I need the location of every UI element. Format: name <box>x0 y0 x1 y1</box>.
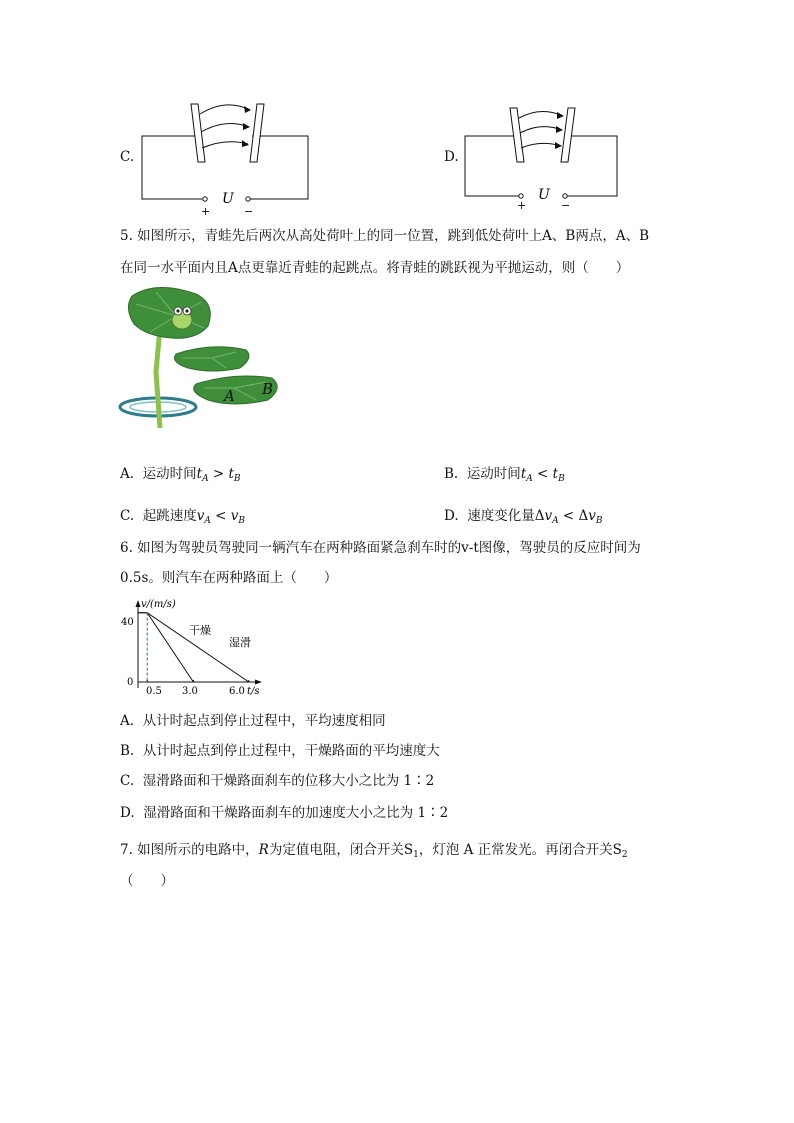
q5-stem-line1: 5. 如图所示，青蛙先后两次从高处荷叶上的同一位置，跳到低处荷叶上A、B两点，A、B <box>120 228 650 244</box>
q4-d-voltage: U <box>538 187 550 203</box>
y-axis-label: v/(m/s) <box>141 599 176 610</box>
series-line-dry <box>138 613 193 682</box>
q5-option-c[interactable]: C. 起跳速度$v_A < v_B$ <box>120 508 246 526</box>
q6-vt-chart <box>116 596 266 696</box>
q4-option-d-figure <box>455 96 655 216</box>
q5-frog-lily-pad-figure <box>116 284 291 434</box>
q6-option-c[interactable]: C. 湿滑路面和干燥路面刹车的位移大小之比为 1∶2 <box>120 773 435 789</box>
q6-option-b[interactable]: B. 从计时起点到停止过程中，干燥路面的平均速度大 <box>120 743 440 759</box>
y-tick-40: 40 <box>121 617 134 628</box>
q6-stem-line1: 6. 如图为驾驶员驾驶同一辆汽车在两种路面紧急刹车时的v-t图像，驾驶员的反应时间为 <box>120 540 641 556</box>
q6-stem-line2: 0.5s。则汽车在两种路面上（ ） <box>120 570 338 586</box>
series-label-dry: 干燥 <box>189 624 211 637</box>
q5-option-a[interactable]: A. 运动时间$t_A > t_B$ <box>120 466 241 484</box>
series-label-wet: 湿滑 <box>229 636 251 649</box>
x-axis-arrow <box>255 680 262 685</box>
x-tick-6.0: 6.0 <box>229 686 245 697</box>
q6-option-d[interactable]: D. 湿滑路面和干燥路面刹车的加速度大小之比为 1∶2 <box>120 805 449 821</box>
q4-c-voltage: U <box>222 191 234 207</box>
q5-label-a: A <box>224 387 235 405</box>
q4-option-c-label[interactable]: C. <box>120 149 135 165</box>
q6-option-a[interactable]: A. 从计时起点到停止过程中，平均速度相同 <box>120 713 386 729</box>
y-tick-0: 0 <box>127 677 134 688</box>
q4-d-plus: + <box>517 199 527 212</box>
q5-label-b: B <box>262 380 274 398</box>
q4-d-minus: − <box>561 199 571 212</box>
q4-c-plus: + <box>201 205 211 218</box>
x-tick-0.5: 0.5 <box>146 686 162 697</box>
q4-option-c-figure <box>130 96 330 216</box>
q4-option-d-label[interactable]: D. <box>444 149 459 165</box>
q5-option-b[interactable]: B. 运动时间$t_A < t_B$ <box>444 466 565 484</box>
q4-c-minus: − <box>244 205 254 218</box>
y-axis-arrow <box>136 600 141 607</box>
x-axis-label: t/s <box>247 686 260 697</box>
q7-stem-line1: 7. 如图所示的电路中，R为定值电阻，闭合开关$S_1$，灯泡 A 正常发光。再闭合开关$S_2$ <box>120 842 628 860</box>
x-tick-3.0: 3.0 <box>182 686 198 697</box>
q5-option-d[interactable]: D. 速度变化量$\Delta v_A < \Delta v_B$ <box>444 508 603 526</box>
q7-stem-line2: （ ） <box>120 873 174 889</box>
q5-stem-line2: 在同一水平面内且A点更靠近青蛙的起跳点。将青蛙的跳跃视为平抛运动，则（ ） <box>120 260 630 276</box>
